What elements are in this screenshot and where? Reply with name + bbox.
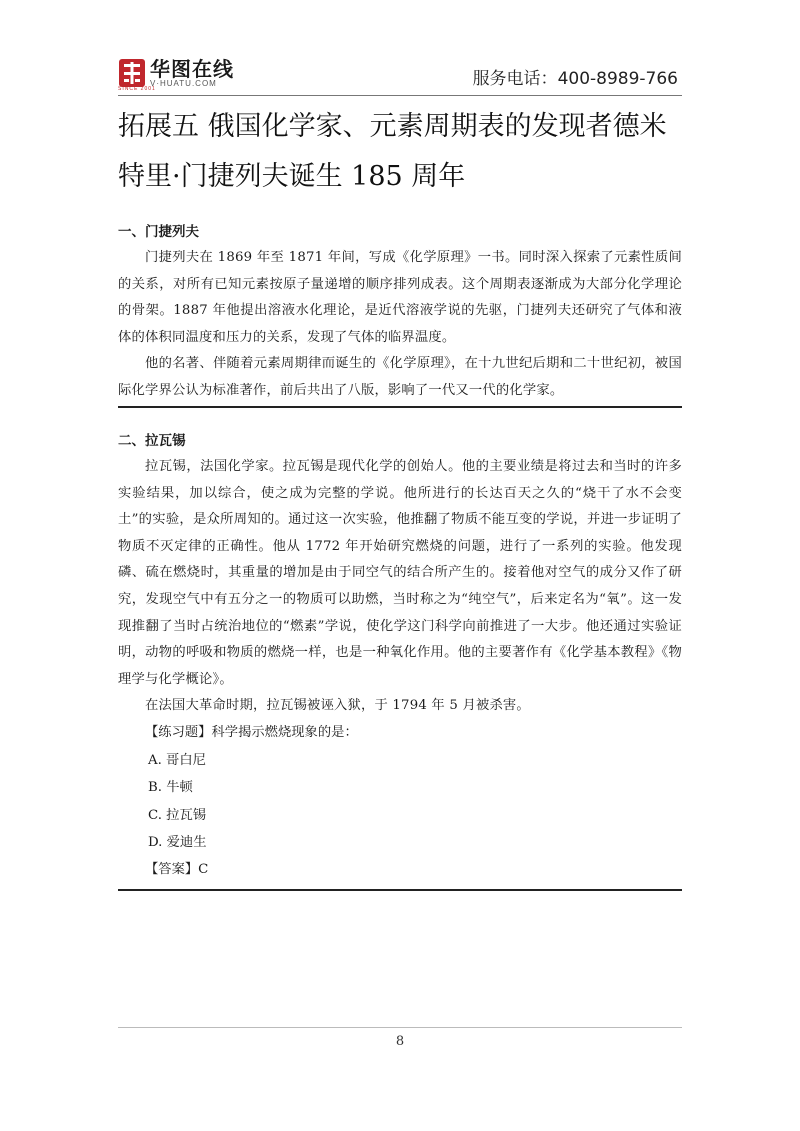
service-hotline — [473, 64, 678, 89]
hotline-number: 400-8989-766 — [557, 69, 678, 89]
option-c: C. 拉瓦锡 — [148, 807, 207, 823]
section-mendeleev — [118, 219, 682, 405]
exercise-question: 【练习题】科学揭示燃烧现象的是： — [145, 724, 358, 740]
section-heading: 二、拉瓦锡 — [118, 433, 186, 449]
paragraph: 在法国大革命时期，拉瓦锡被诬入狱，于 1794 年 5 月被杀害。 — [145, 698, 530, 714]
title-line-2: 特里·门捷列夫诞生 185 周年 — [118, 161, 466, 192]
header-divider — [118, 95, 682, 96]
paragraph: 门捷列夫在 1869 年至 1871 年间，写成《化学原理》一书。同时深入探索了元素性质间的关系，对所有已知元素按原子量递增的顺序排列成表。这个周期表逐渐成为大部分化学理论的骨架。1887 年他提出溶液水化理论，是近代溶液学说的先驱，门捷列夫还研究了气体和液体的体积同温度和压力的关系，发现了气体的临界温度。 — [118, 250, 682, 345]
option-d: D. 爱迪生 — [148, 835, 207, 851]
section-heading: 一、门捷列夫 — [118, 224, 199, 240]
footer-divider — [118, 1027, 682, 1028]
logo-since: SINCE 2001 — [118, 86, 156, 92]
exercise-answer: 【答案】C — [145, 861, 209, 877]
section-divider — [118, 406, 682, 408]
page-number: 8 — [395, 1034, 405, 1049]
logo-name: 华图在线 — [150, 57, 234, 81]
option-a: A. 哥白尼 — [148, 752, 206, 768]
paragraph: 拉瓦锡，法国化学家。拉瓦锡是现代化学的创始人。他的主要业绩是将过去和当时的许多实验结果，加以综合，使之成为完整的学说。他所进行的长达百天之久的“烧干了水不会变土”的实验，是众所周知的。通过这一次实验，他推翻了物质不能互变的学说，并进一步证明了物质不灭定律的正确性。他从 1772 年开始研究燃烧的问题，进行了一系列的实验。他发现磷、硫在燃烧时，其重量的增加是由于同空气的结合所产生的。接着他对空气的成分又作了研究，发现空气中有五分之一的物质可以助燃，当时称之为“纯空气”，后来定名为“氧”。这一发现推翻了当时占统治地位的“燃素”学说，使化学这门科学向前推进了一大步。他还通过实验证明，动物的呼吸和物质的燃烧一样，也是一种氧化作用。他的主要著作有《化学基本教程》《物理学与化学概论》。 — [118, 459, 682, 687]
page-title — [118, 102, 688, 202]
section-divider — [118, 889, 682, 891]
page-header — [118, 52, 682, 94]
logo-url: V·HUATU.COM — [150, 79, 217, 88]
paragraph: 他的名著、伴随着元素周期律而诞生的《化学原理》，在十九世纪后期和二十世纪初，被国际化学界公认为标准著作，前后共出了八版，影响了一代又一代的化学家。 — [118, 356, 682, 398]
title-line-1: 拓展五 俄国化学家、元素周期表的发现者德米 — [118, 111, 667, 142]
option-b: B. 牛顿 — [148, 780, 193, 796]
section-lavoisier — [118, 428, 682, 883]
hotline-label: 服务电话： — [472, 69, 558, 89]
